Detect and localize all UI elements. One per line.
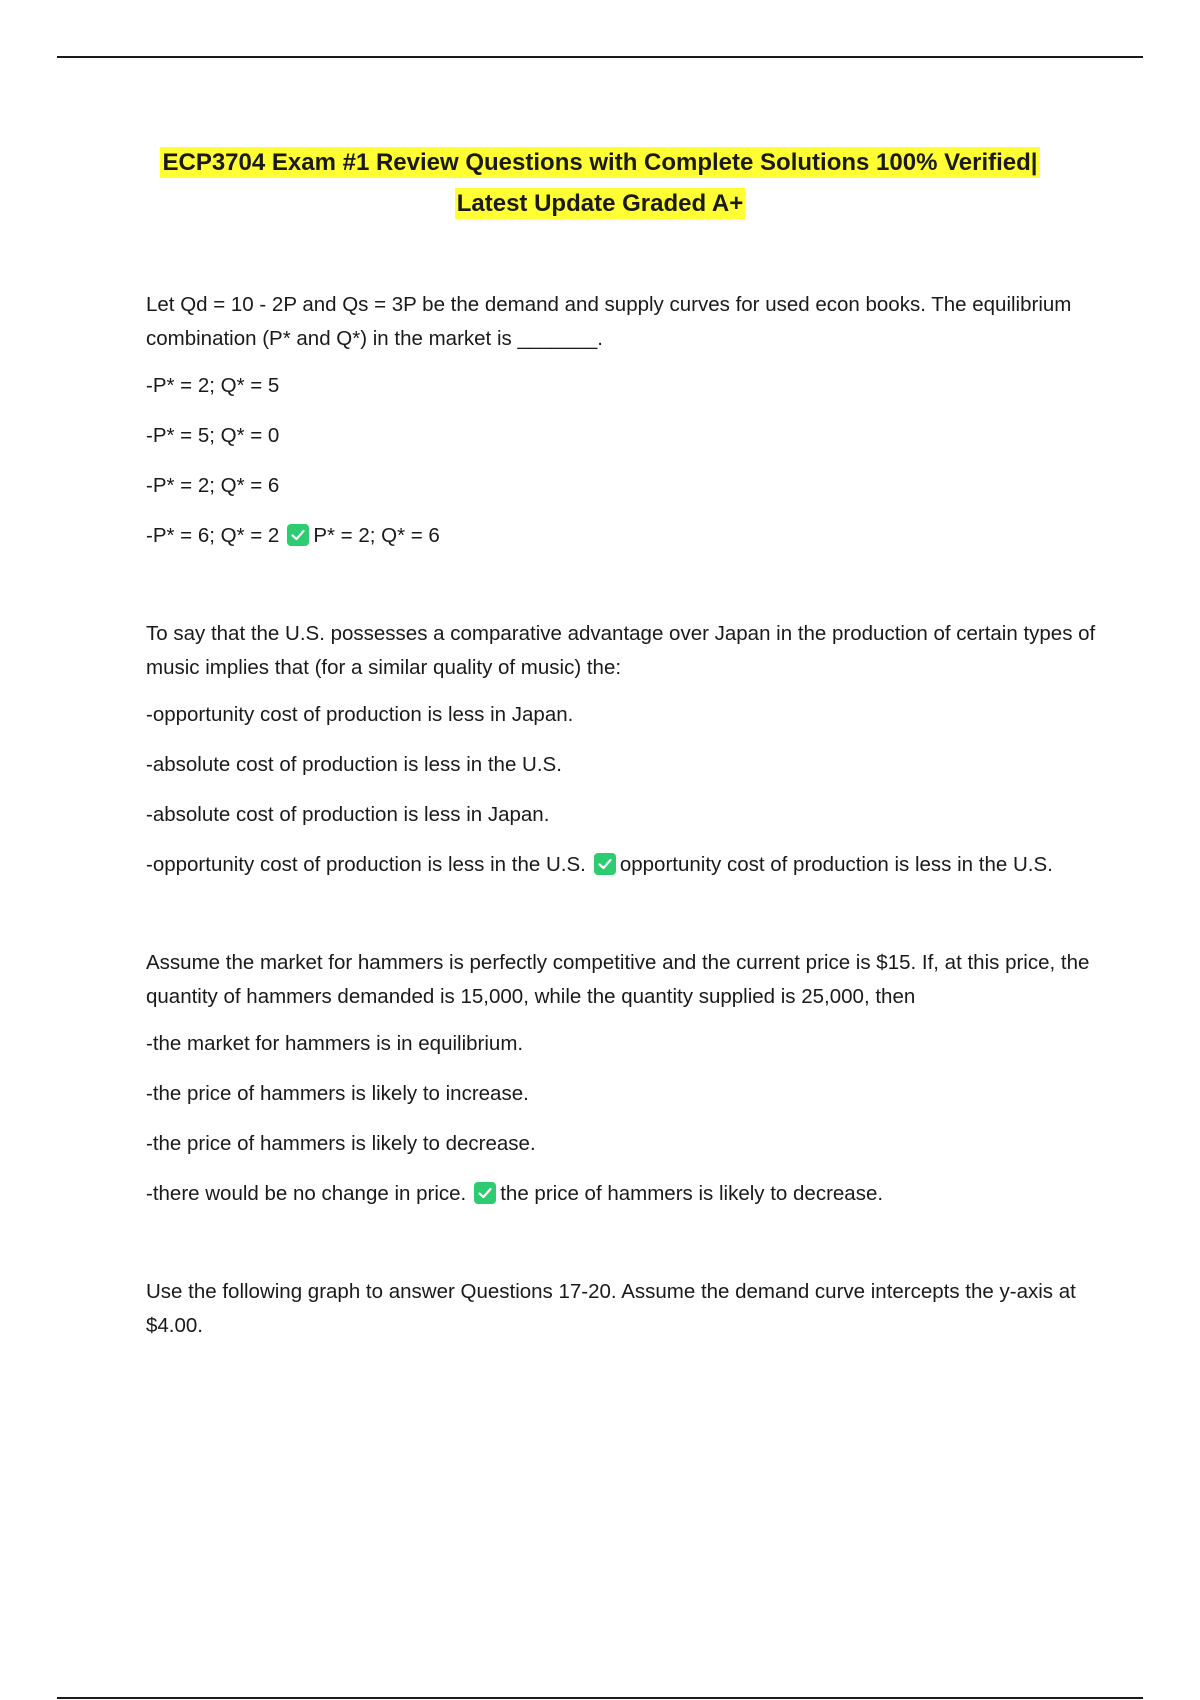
question-2 bbox=[146, 617, 1096, 882]
document-title bbox=[100, 142, 1100, 224]
correct-answer: opportunity cost of production is less in the U.S. bbox=[619, 853, 1053, 876]
bottom-rule bbox=[57, 1697, 1143, 1699]
answer-option: -absolute cost of production is less in the U.S. bbox=[146, 753, 562, 776]
checkmark-icon bbox=[474, 1182, 496, 1204]
question-4 bbox=[146, 1275, 1096, 1343]
top-rule bbox=[57, 56, 1143, 58]
answer-option: -the price of hammers is likely to decrease. bbox=[146, 1132, 536, 1155]
answer-option-with-solution bbox=[146, 848, 1096, 882]
answer-option-with-solution bbox=[146, 1177, 1096, 1211]
correct-answer: the price of hammers is likely to decrease. bbox=[500, 1182, 884, 1205]
answer-option: -opportunity cost of production is less in Japan. bbox=[146, 703, 574, 726]
question-3 bbox=[146, 946, 1096, 1211]
checkmark-icon bbox=[594, 853, 616, 875]
answer-option: -P* = 6; Q* = 2 bbox=[146, 524, 280, 547]
question-1 bbox=[146, 288, 1096, 553]
question-stem: Use the following graph to answer Questions 17-20. Assume the demand curve intercepts the y-axis at $4.00. bbox=[146, 1280, 1076, 1337]
answer-option: -the market for hammers is in equilibrium. bbox=[146, 1032, 524, 1055]
question-stem: To say that the U.S. possesses a comparative advantage over Japan in the production of certain types of music implies that (for a similar quality of music) the: bbox=[146, 622, 1096, 679]
answer-option: -opportunity cost of production is less in the U.S. bbox=[146, 853, 586, 876]
answer-option: -P* = 2; Q* = 5 bbox=[146, 374, 280, 397]
question-stem: Let Qd = 10 - 2P and Qs = 3P be the demand and supply curves for used econ books. The equilibrium combination (P* and Q*) in the market is _______. bbox=[146, 293, 1072, 350]
answer-option: -the price of hammers is likely to increase. bbox=[146, 1082, 529, 1105]
answer-option: -P* = 2; Q* = 6 bbox=[146, 474, 280, 497]
correct-answer: P* = 2; Q* = 6 bbox=[313, 524, 440, 547]
question-stem: Assume the market for hammers is perfectly competitive and the current price is $15. If, at this price, the quantity of hammers demanded is 15,000, while the quantity supplied is 25,000, then bbox=[146, 951, 1090, 1008]
answer-option: -absolute cost of production is less in Japan. bbox=[146, 803, 550, 826]
title-line-2: Latest Update Graded A+ bbox=[456, 190, 744, 217]
document-body bbox=[146, 288, 1096, 1356]
answer-option: -P* = 5; Q* = 0 bbox=[146, 424, 280, 447]
title-line-1: ECP3704 Exam #1 Review Questions with Complete Solutions 100% Verified| bbox=[162, 149, 1038, 176]
answer-option: -there would be no change in price. bbox=[146, 1182, 467, 1205]
checkmark-icon bbox=[287, 524, 309, 546]
answer-option-with-solution bbox=[146, 519, 1096, 553]
